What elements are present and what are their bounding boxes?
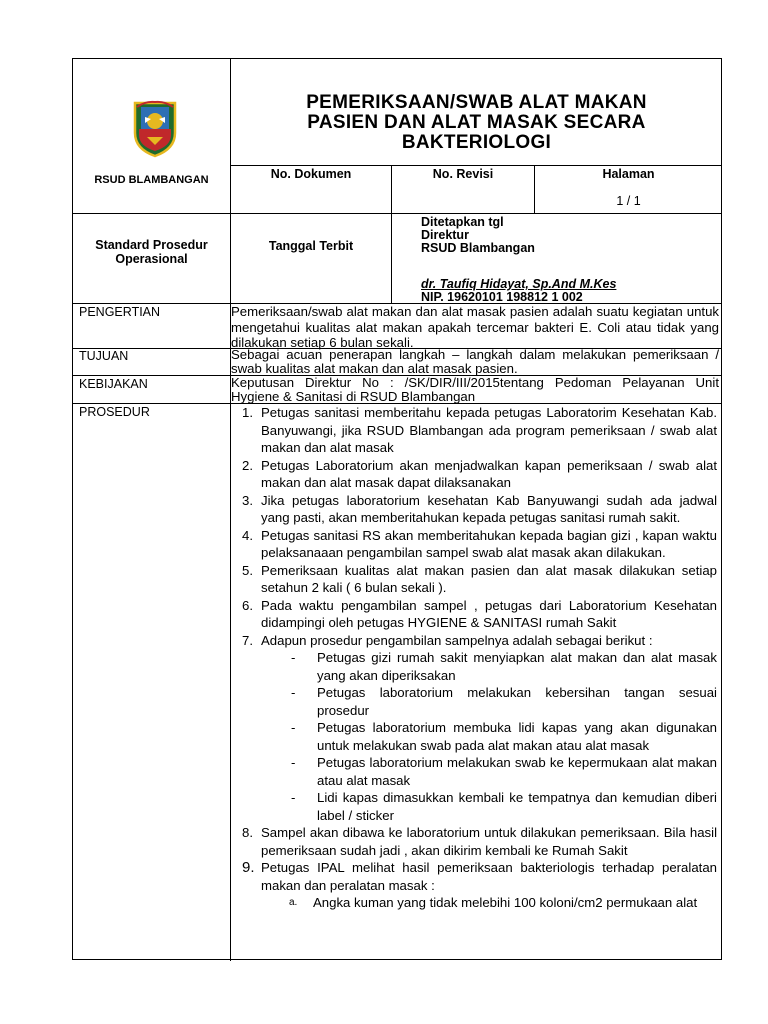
column-divider	[391, 213, 392, 303]
title-line: PEMERIKSAAN/SWAB ALAT MAKAN	[306, 92, 647, 113]
prosedur-step: 6. Pada waktu pengambilan sampel , petugas dari Laboratorium Kesehatan didampingi oleh petugas HYGIENE & SANITASI rumah Sakit	[242, 597, 717, 630]
no-revisi-label: No. Revisi	[432, 167, 494, 181]
tujuan-text: Sebagai acuan penerapan langkah – langkah dalam melakukan pemeriksaan / swab kualitas alat makan dan alat masak pasien.	[231, 347, 719, 376]
substep-item: - Petugas laboratorium melakukan kebersihan tangan sesuai prosedur	[291, 685, 717, 718]
kebijakan-label: KEBIJAKAN	[79, 377, 148, 391]
sop-document	[72, 58, 722, 960]
halaman-value: 1 / 1	[616, 194, 641, 208]
no-dokumen-label: No. Dokumen	[270, 167, 352, 181]
title-line: BAKTERIOLOGI	[401, 132, 552, 153]
ditetapkan-line: Direktur	[421, 228, 469, 242]
hospital-logo	[131, 99, 179, 159]
substep-item: - Lidi kapas dimasukkan kembali ke tempatnya dan kemudian diberi label / sticker	[291, 790, 717, 823]
ditetapkan-block	[421, 216, 535, 255]
row-divider	[230, 165, 722, 166]
prosedur-step: 9. Petugas IPAL melihat hasil pemeriksaan bakteriologis terhadap peralatan makan dan peralatan masak : a. Angka kuman yang tidak melebihi 100 koloni/cm2 permukaan alat	[242, 859, 717, 910]
director-nip: NIP. 19620101 198812 1 002	[421, 290, 583, 304]
document-title	[231, 93, 722, 153]
ditetapkan-line: Ditetapkan tgl	[421, 215, 504, 229]
criteria-item: a. Angka kuman yang tidak melebihi 100 koloni/cm2 permukaan alat	[289, 895, 698, 910]
prosedur-step: 8. Sampel akan dibawa ke laboratorium untuk dilakukan pemeriksaan. Bila hasil pemeriksaan sudah jadi , akan dikirim kembali ke Rumah Sakit	[242, 825, 717, 858]
substep-item: - Petugas laboratorium membuka lidi kapas yang akan digunakan untuk melakukan swab pada alat makan atau alat masak	[291, 720, 717, 753]
row-divider	[73, 213, 722, 214]
prosedur-step: 7. Adapun prosedur pengambilan sampelnya adalah sebagai berikut : - Petugas gizi rumah sakit menyiapkan alat makan dan alat masak yang akan diperiksakan - Petugas laboratorium melakukan kebersihan tangan sesuai prosedur - Petugas laboratorium membuka lidi kapas yang akan digunakan untuk melakukan swab pada alat makan atau alat masak - Petugas laboratorium melakukan swab ke kepermukaan alat makan atau alat masak - Lidi kapas dimasukkan kembali ke tempatnya dan kemudian diberi label / sticker	[242, 632, 717, 823]
prosedur-step: 3. Jika petugas laboratorium kesehatan Kab Banyuwangi sudah ada jadwal yang pasti, akan memberitahukan kepada petugas sanitasi rumah sakit.	[242, 492, 717, 525]
title-line: PASIEN DAN ALAT MASAK SECARA	[307, 112, 646, 133]
director-signature	[421, 278, 616, 304]
tanggal-terbit-label: Tanggal Terbit	[268, 239, 354, 253]
sop-label: Standard Prosedur Operasional	[95, 238, 208, 266]
prosedur-step: 2. Petugas Laboratorium akan menjadwalkan kapan pemeriksaan / swab alat makan dan alat masak dapat dilaksanakan	[242, 457, 717, 490]
director-name: dr. Taufiq Hidayat, Sp.And M.Kes	[421, 277, 617, 291]
pengertian-text: Pemeriksaan/swab alat makan dan alat masak pasien adalah suatu kegiatan untuk mengetahui kualitas alat makan apakah tercemar bakteri E. Coli atau tidak yang dilakukan setiap 6 bulan sekali.	[231, 304, 719, 350]
hospital-name: RSUD BLAMBANGAN	[94, 174, 209, 186]
tujuan-label: TUJUAN	[79, 349, 129, 363]
prosedur-step: 4. Petugas sanitasi RS akan memberitahukan kepada bagian gizi , kapan waktu pelaksanaaan pengambilan sampel swab alat masak akan dilakukan.	[242, 527, 717, 560]
prosedur-label: PROSEDUR	[79, 405, 150, 419]
prosedur-step: 5. Pemeriksaan kualitas alat makan pasien dan alat masak dilakukan setiap setahun 2 kali ( 6 bulan sekali ).	[242, 562, 717, 595]
halaman-label: Halaman	[602, 167, 655, 181]
kebijakan-text: Keputusan Direktur No : /SK/DIR/III/2015tentang Pedoman Pelayanan Unit Hygiene & Sanitasi di RSUD Blambangan	[231, 375, 719, 404]
prosedur-step: 1. Petugas sanitasi memberitahu kepada petugas Laboratorim Kesehatan Kab. Banyuwangi, jika RSUD Blambangan ada program pemeriksaan / swab alat makan dan alat masak	[242, 405, 717, 455]
result-criteria	[261, 894, 717, 912]
prosedur-content	[231, 404, 717, 912]
sampling-substeps	[261, 649, 717, 824]
pengertian-label: PENGERTIAN	[79, 305, 161, 319]
prosedur-steps	[231, 404, 717, 912]
substep-item: - Petugas laboratorium melakukan swab ke kepermukaan alat makan atau alat masak	[291, 755, 717, 788]
ditetapkan-line: RSUD Blambangan	[421, 241, 535, 255]
substep-item: - Petugas gizi rumah sakit menyiapkan alat makan dan alat masak yang akan diperiksakan	[291, 650, 717, 683]
